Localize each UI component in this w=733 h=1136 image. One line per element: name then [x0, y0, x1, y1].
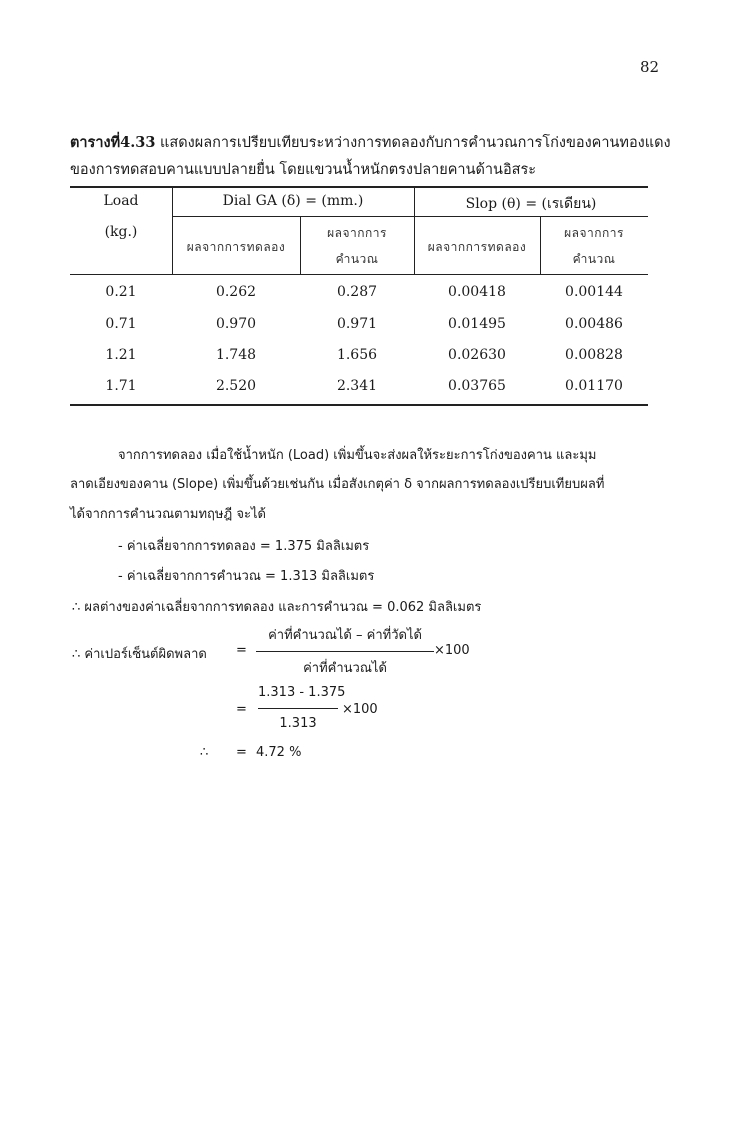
row-dial-exp: 0.970 — [215, 316, 257, 332]
average-calculation: - ค่าเฉลี่ยจากการคำนวณ = 1.313 มิลลิเมตร — [118, 569, 375, 584]
substitution-numerator: 1.313 - 1.375 — [258, 685, 346, 700]
error-fraction-bar — [256, 651, 434, 652]
substitution-equals: = — [236, 702, 247, 717]
row-slop-exp: 0.00418 — [448, 284, 506, 300]
slop-calc-header-2: คำนวณ — [572, 252, 616, 266]
row-dial-exp: 1.748 — [215, 347, 257, 363]
results-table — [70, 186, 648, 406]
row-dial-calc: 0.287 — [336, 284, 378, 300]
dial-experiment-header: ผลจากการทดลอง — [186, 240, 286, 254]
result-equals: = — [236, 745, 247, 760]
dial-calc-header-1: ผลจากการ — [327, 226, 387, 240]
row-dial-calc: 2.341 — [336, 378, 378, 394]
dial-calc-header-2: คำนวณ — [335, 252, 379, 266]
error-equals: = — [236, 643, 247, 658]
error-denominator: ค่าที่คำนวณได้ — [303, 661, 387, 676]
row-slop-calc: 0.00486 — [565, 316, 623, 332]
paragraph-line-3: ได้จากการคำนวณตามทฤษฎี จะได้ — [70, 507, 266, 522]
table-caption-line-1 — [70, 131, 671, 154]
row-slop-exp: 0.01495 — [448, 316, 506, 332]
row-load: 0.71 — [105, 316, 137, 332]
substitution-denominator: 1.313 — [279, 716, 317, 731]
error-label: ∴ ค่าเปอร์เซ็นต์ผิดพลาด — [72, 647, 207, 662]
row-load: 1.71 — [105, 378, 137, 394]
row-dial-exp: 0.262 — [215, 284, 257, 300]
result-value: 4.72 % — [256, 745, 302, 760]
row-slop-calc: 0.00828 — [565, 347, 623, 363]
row-slop-calc: 0.01170 — [565, 378, 623, 394]
error-multiplier: ×100 — [434, 643, 470, 658]
slop-experiment-header: ผลจากการทดลอง — [427, 240, 527, 254]
load-unit: (kg.) — [104, 224, 138, 240]
row-dial-calc: 0.971 — [336, 316, 378, 332]
paragraph-line-1: จากการทดลอง เมื่อใช้น้ำหนัก (Load) เพิ่มขึ้นจะส่งผลให้ระยะการโก่งของคาน และมุม — [118, 448, 597, 463]
substitution-multiplier: ×100 — [342, 702, 378, 717]
load-header: Load — [103, 193, 139, 209]
row-load: 0.21 — [105, 284, 137, 300]
error-numerator: ค่าที่คำนวณได้ – ค่าที่วัดได้ — [268, 628, 422, 643]
slop-header: Slop (θ) = (เรเดียน) — [465, 196, 597, 212]
average-experiment: - ค่าเฉลี่ยจากการทดลอง = 1.375 มิลลิเมตร — [118, 539, 370, 554]
dial-header: Dial GA (δ) = (mm.) — [222, 193, 364, 209]
slop-calc-header-1: ผลจากการ — [564, 226, 624, 240]
table-caption-line-2: ของการทดสอบคานแบบปลายยื่น โดยแขวนน้ำหนักตรงปลายคานด้านอิสระ — [70, 162, 537, 178]
substitution-fraction-bar — [258, 708, 338, 709]
page-number: 82 — [640, 58, 660, 76]
row-slop-calc: 0.00144 — [565, 284, 623, 300]
paragraph-line-2: ลาดเอียงของคาน (Slope) เพิ่มขึ้นด้วยเช่นกัน เมื่อสังเกตุค่า δ จากผลการทดลองเปรียบเทียบผลที่ — [70, 477, 605, 492]
row-slop-exp: 0.02630 — [448, 347, 506, 363]
row-load: 1.21 — [105, 347, 137, 363]
header-sub-rule — [172, 216, 648, 217]
table-caption-text: แสดงผลการเปรียบเทียบระหว่างการทดลองกับการคำนวณการโก่งของคานทองแดง — [155, 135, 671, 151]
table-caption-label: ตารางที่4.33 — [70, 134, 156, 151]
difference-line: ∴ ผลต่างของค่าเฉลี่ยจากการทดลอง และการคำนวณ = 0.062 มิลลิเมตร — [72, 600, 482, 615]
result-therefore: ∴ — [200, 745, 209, 760]
row-dial-calc: 1.656 — [336, 347, 378, 363]
table-bottom-rule — [70, 404, 648, 406]
table-top-rule — [70, 186, 648, 188]
row-slop-exp: 0.03765 — [448, 378, 506, 394]
header-bottom-rule — [70, 274, 648, 275]
row-dial-exp: 2.520 — [215, 378, 257, 394]
